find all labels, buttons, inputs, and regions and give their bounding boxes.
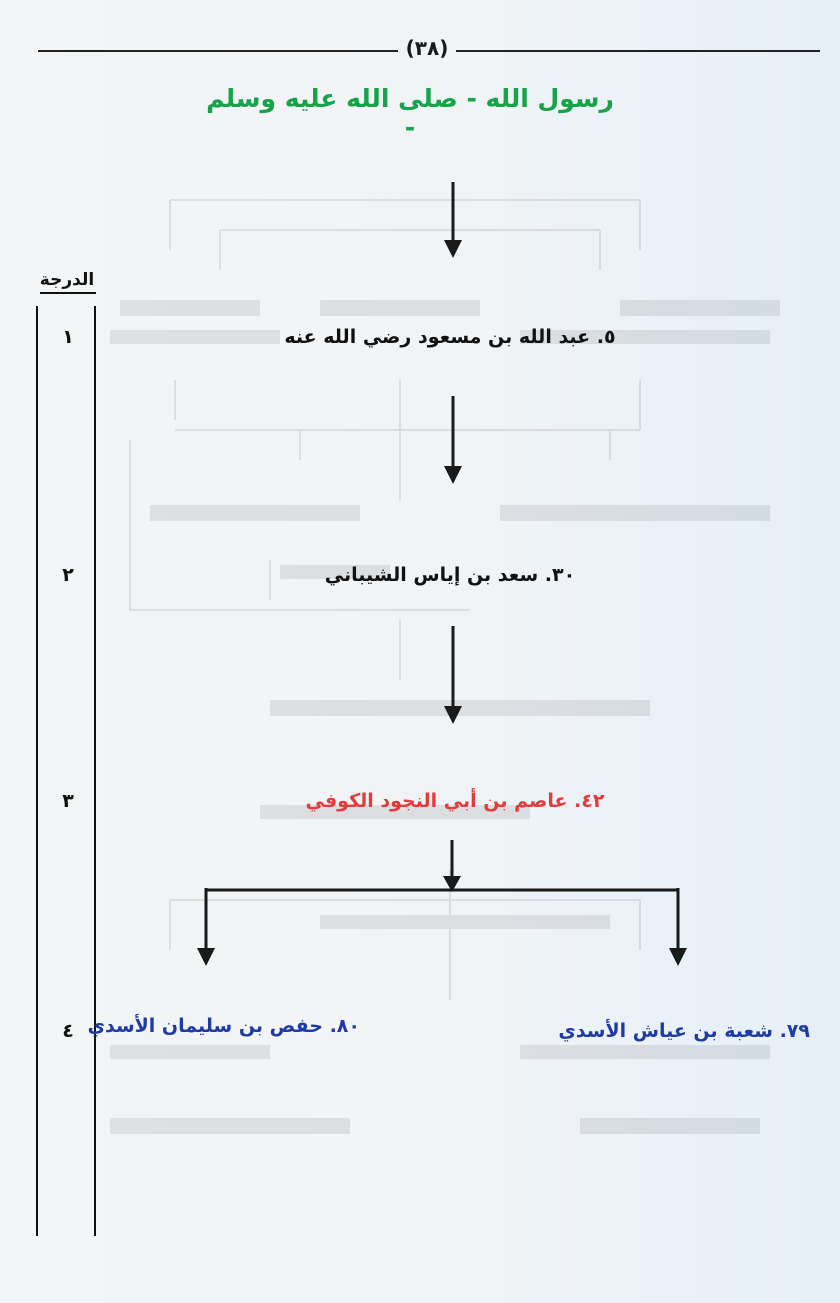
arrowhead-3 [444,706,462,724]
narrator-node-saad-ibn-iyas: ٣٠. سعد بن إياس الشيباني [324,564,576,586]
rank-number-1: ١ [62,326,74,348]
page-number: (٣٨) [405,36,449,60]
arrowhead-left-branch [197,948,215,966]
page-title: رسول الله - صلى الله عليه وسلم - [206,84,614,142]
arrowhead-1 [444,240,462,258]
narrator-node-shuba-ibn-ayyash: ٧٩. شعبة بن عياش الأسدي [558,1020,810,1042]
narrator-node-hafs-ibn-sulayman: ٨٠. حفص بن سليمان الأسدي [87,1015,360,1037]
arrowhead-2 [444,466,462,484]
rank-column-heading: الدرجة [39,270,95,290]
arrowhead-right-branch [669,948,687,966]
branch-connector [206,888,678,950]
narrator-node-ibn-masud: ٥. عبد الله بن مسعود رضي الله عنه [284,326,616,348]
narrator-node-asim-ibn-abi-najud: ٤٢. عاصم بن أبي النجود الكوفي [305,790,605,812]
rank-number-2: ٢ [62,564,74,586]
rank-number-4: ٤ [62,1020,74,1042]
rank-number-3: ٣ [62,790,74,812]
